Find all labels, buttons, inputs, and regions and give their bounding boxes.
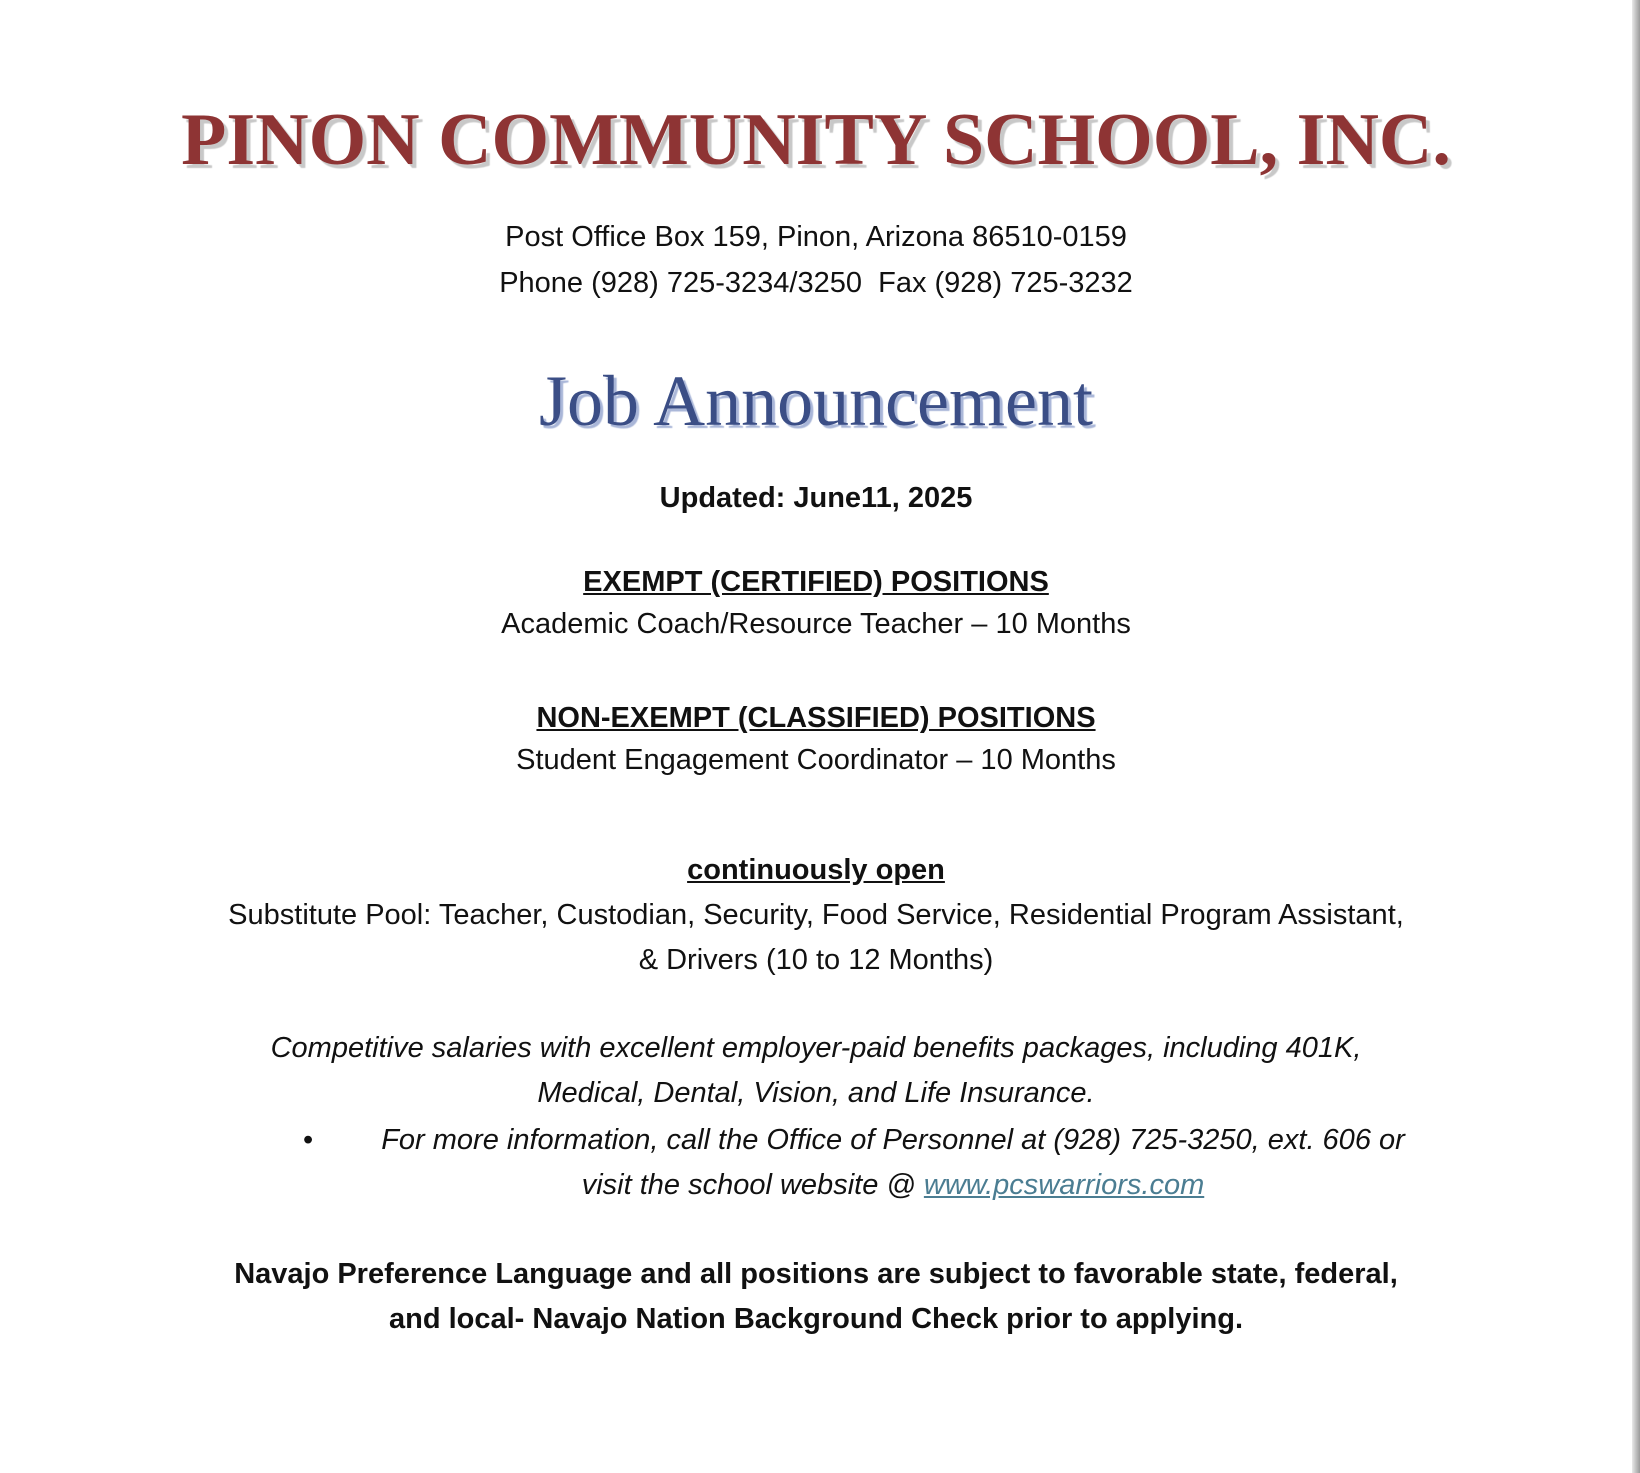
non-exempt-heading: NON-EXEMPT (CLASSIFIED) POSITIONS — [536, 702, 1096, 734]
exempt-heading: EXEMPT (CERTIFIED) POSITIONS — [583, 566, 1049, 598]
exempt-section — [0, 566, 1632, 641]
page-edge-shadow — [1632, 0, 1640, 1473]
benefits-line-1: Competitive salaries with excellent employer-paid benefits packages, including 401K, — [270, 1032, 1362, 1064]
phone-fax-line: Phone (928) 725-3234/3250 Fax (928) 725-3232 — [499, 267, 1133, 299]
website-prefix: visit the school website @ — [581, 1169, 924, 1201]
substitute-pool-line-2: & Drivers (10 to 12 Months) — [638, 944, 994, 976]
info-bullet-text — [348, 1118, 1438, 1208]
mailing-address: Post Office Box 159, Pinon, Arizona 86510-0159 — [505, 221, 1127, 253]
announcement-title: Job Announcement — [539, 361, 1093, 441]
footer-line-2: and local- Navajo Nation Background Check prior to applying. — [388, 1303, 1243, 1335]
info-bullet — [290, 1118, 1440, 1208]
contact-block — [0, 214, 1632, 306]
footer-notice — [0, 1252, 1632, 1342]
non-exempt-position: Student Engagement Coordinator – 10 Months — [516, 744, 1116, 776]
footer-line-1: Navajo Preference Language and all positions are subject to favorable state, federal, — [234, 1258, 1398, 1290]
continuous-section — [0, 848, 1632, 983]
info-line-2 — [348, 1163, 1438, 1208]
info-line-1: For more information, call the Office of Personnel at (928) 725-3250, ext. 606 or — [381, 1124, 1405, 1156]
organization-title: PINON COMMUNITY SCHOOL, INC. — [181, 99, 1451, 181]
continuous-heading: continuously open — [687, 854, 945, 886]
updated-date: Updated: June11, 2025 — [659, 482, 973, 514]
bullet-icon: • — [303, 1124, 314, 1156]
benefits-line-2: Medical, Dental, Vision, and Life Insurance. — [537, 1077, 1095, 1109]
substitute-pool-line: Substitute Pool: Teacher, Custodian, Security, Food Service, Residential Program Assistant, — [228, 899, 1404, 931]
benefits-text — [0, 1026, 1632, 1116]
exempt-position: Academic Coach/Resource Teacher – 10 Months — [501, 608, 1131, 640]
non-exempt-section — [0, 702, 1632, 777]
website-link[interactable]: www.pcswarriors.com — [923, 1169, 1205, 1201]
